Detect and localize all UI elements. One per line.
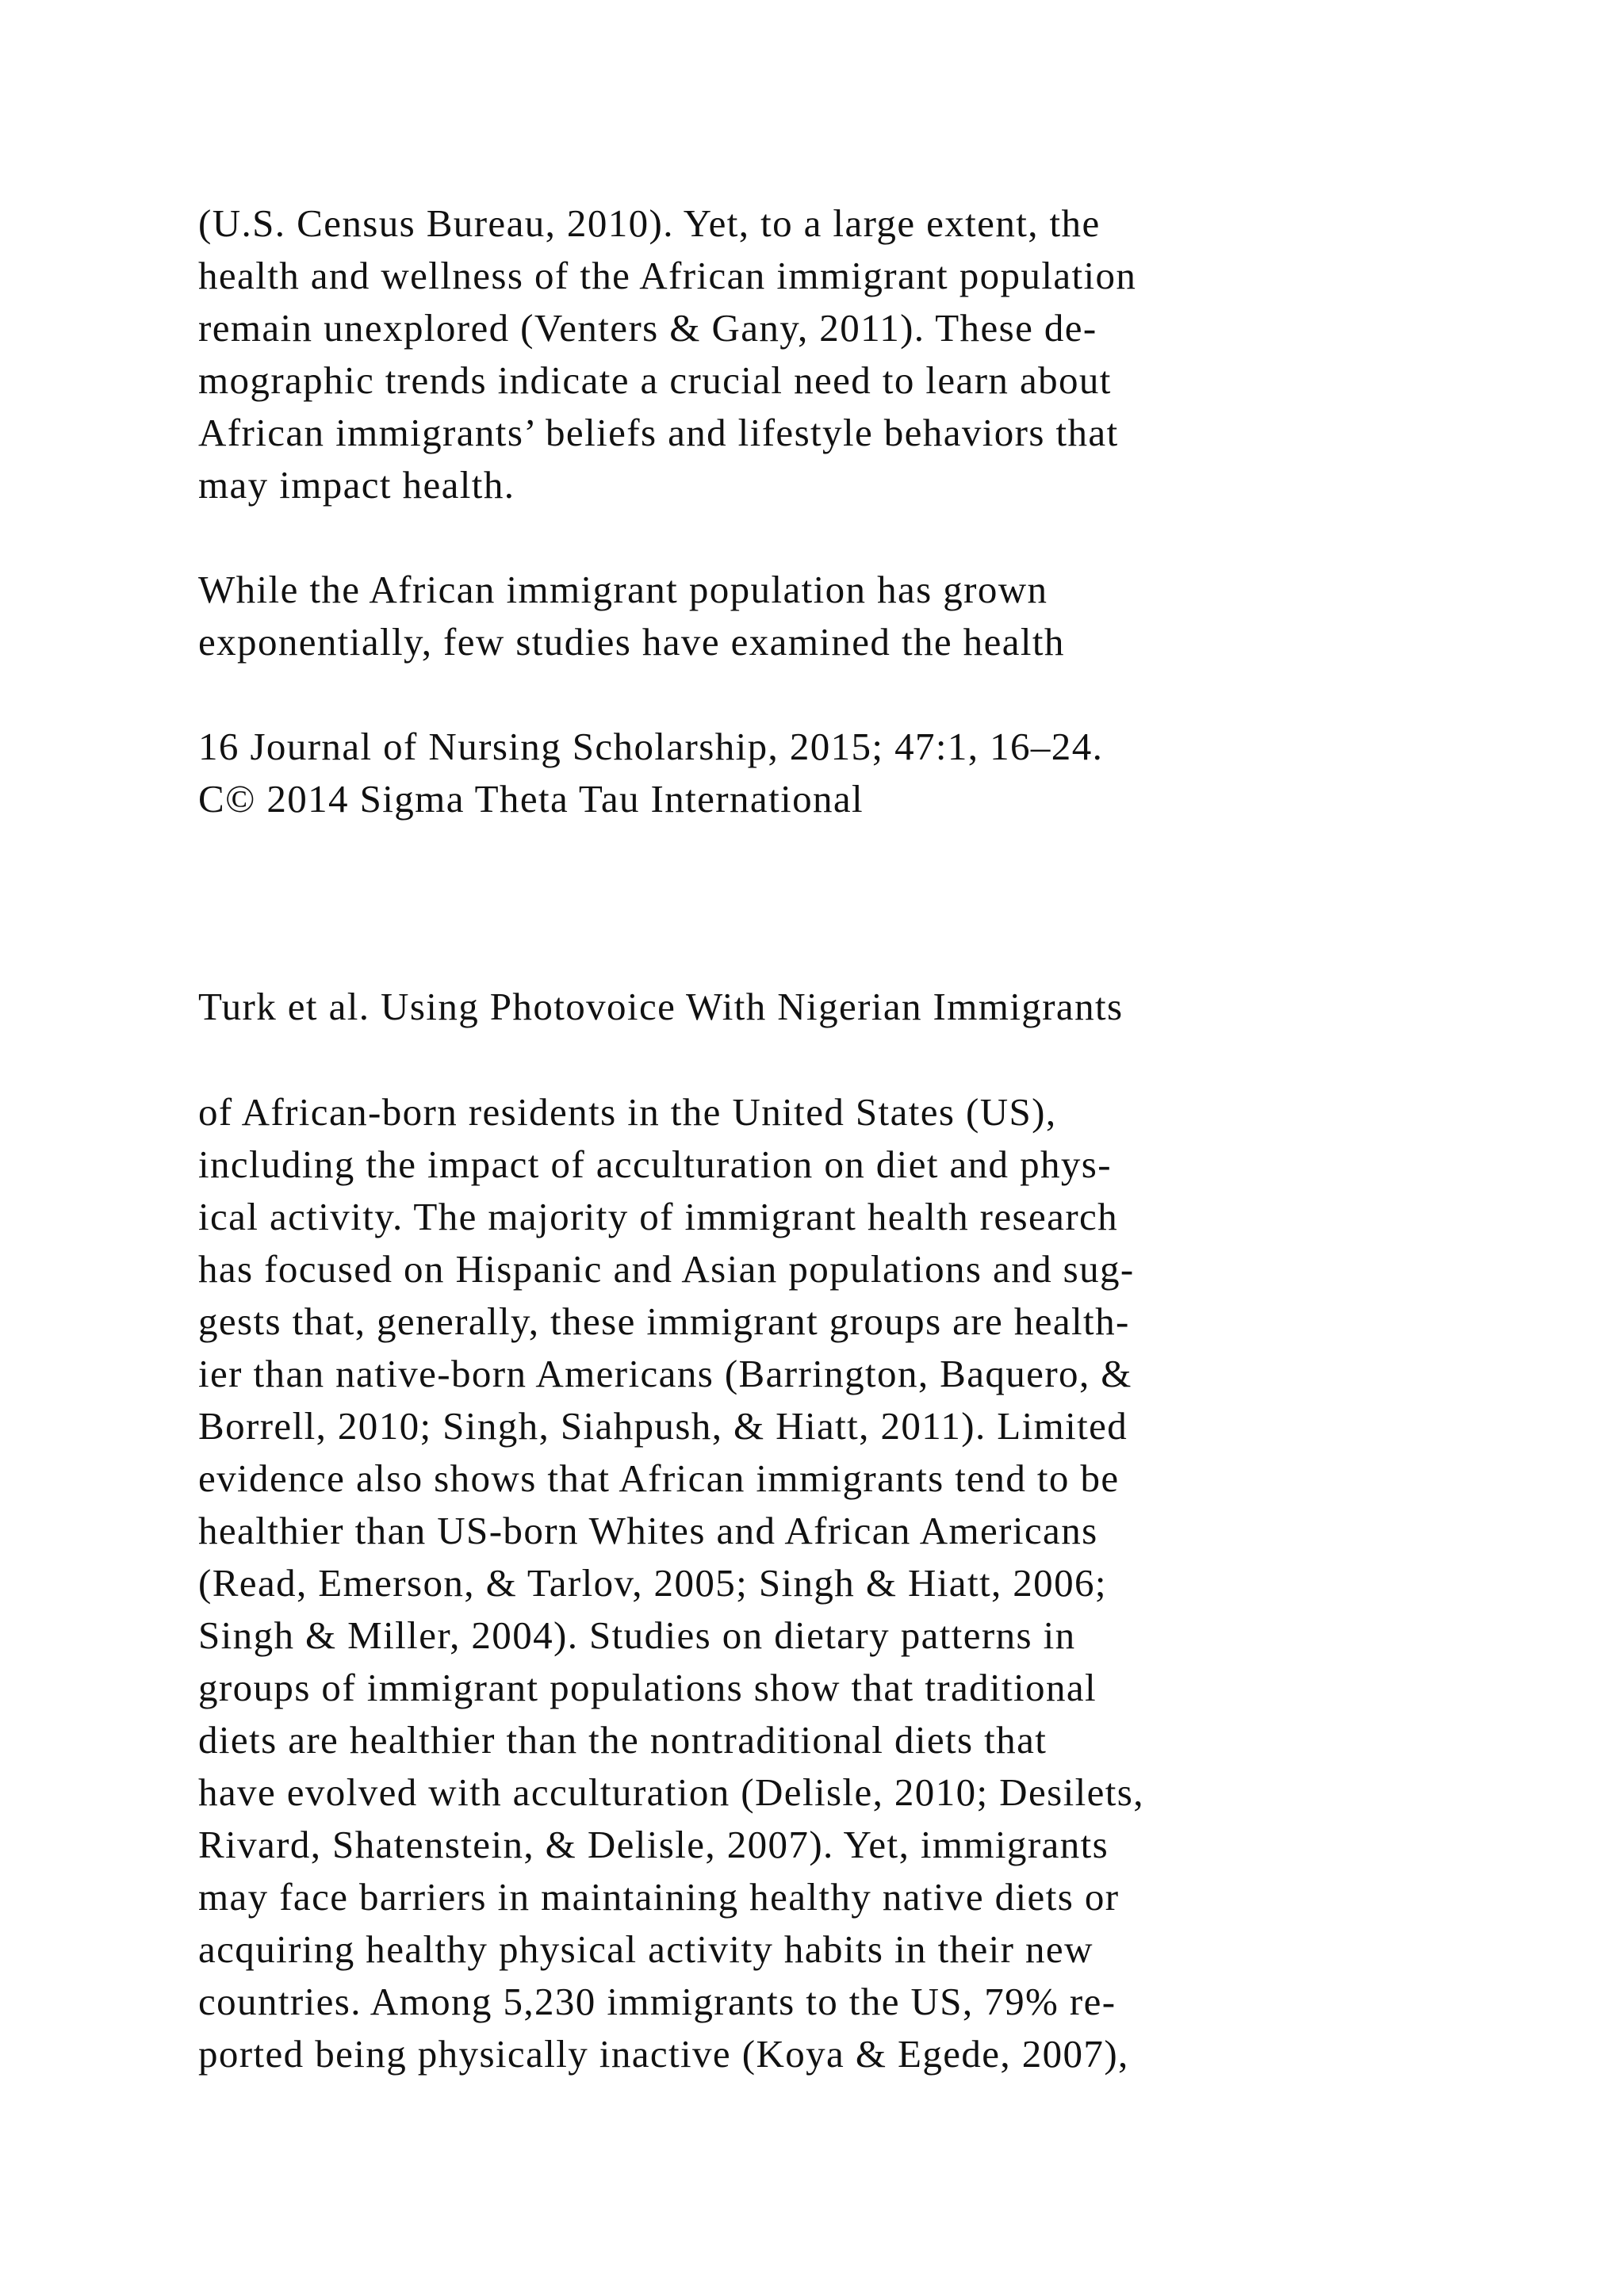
text-line: ported being physically inactive (Koya & Egede, 2007), [198, 2032, 1129, 2076]
text-line: remain unexplored (Venters & Gany, 2011). These de- [198, 306, 1097, 350]
text-line: of African-born residents in the United States (US), [198, 1090, 1057, 1134]
text-line: ier than native-born Americans (Barrington, Baquero, & [198, 1352, 1132, 1395]
text-line: countries. Among 5,230 immigrants to the US, 79% re- [198, 1980, 1116, 2023]
text-line: diets are healthier than the nontraditional diets that [198, 1718, 1048, 1762]
text-line: groups of immigrant populations show that traditional [198, 1666, 1097, 1709]
page-footer-copyright: C© 2014 Sigma Theta Tau International [198, 777, 864, 821]
text-line: ical activity. The majority of immigrant health research [198, 1195, 1119, 1238]
text-line: mographic trends indicate a crucial need to learn about [198, 358, 1112, 402]
text-line: Borrell, 2010; Singh, Siahpush, & Hiatt, 2011). Limited [198, 1404, 1128, 1448]
text-line: African immigrants’ beliefs and lifestyle behaviors that [198, 411, 1119, 454]
text-line: evidence also shows that African immigrants tend to be [198, 1456, 1120, 1500]
text-line: exponentially, few studies have examined the health [198, 620, 1065, 664]
text-line: Singh & Miller, 2004). Studies on dietary patterns in [198, 1613, 1076, 1657]
text-line: has focused on Hispanic and Asian populations and sug- [198, 1247, 1135, 1291]
text-line: Rivard, Shatenstein, & Delisle, 2007). Yet, immigrants [198, 1823, 1109, 1866]
text-line: gests that, generally, these immigrant groups are health- [198, 1299, 1130, 1343]
text-line: including the impact of acculturation on diet and phys- [198, 1142, 1112, 1186]
text-line: have evolved with acculturation (Delisle, 2010; Desilets, [198, 1770, 1144, 1814]
running-header: Turk et al. Using Photovoice With Nigerian Immigrants [198, 985, 1124, 1028]
text-line: (Read, Emerson, & Tarlov, 2005; Singh & Hiatt, 2006; [198, 1561, 1107, 1605]
text-line: (U.S. Census Bureau, 2010). Yet, to a large extent, the [198, 201, 1101, 245]
text-line: health and wellness of the African immigrant population [198, 254, 1137, 297]
text-line: may face barriers in maintaining healthy native diets or [198, 1875, 1120, 1919]
text-line: healthier than US-born Whites and African Americans [198, 1509, 1098, 1552]
text-line: may impact health. [198, 463, 515, 507]
text-line: While the African immigrant population has grown [198, 568, 1048, 611]
text-line: acquiring healthy physical activity habits in their new [198, 1927, 1094, 1971]
page-footer-citation: 16 Journal of Nursing Scholarship, 2015; 47:1, 16–24. [198, 725, 1104, 768]
